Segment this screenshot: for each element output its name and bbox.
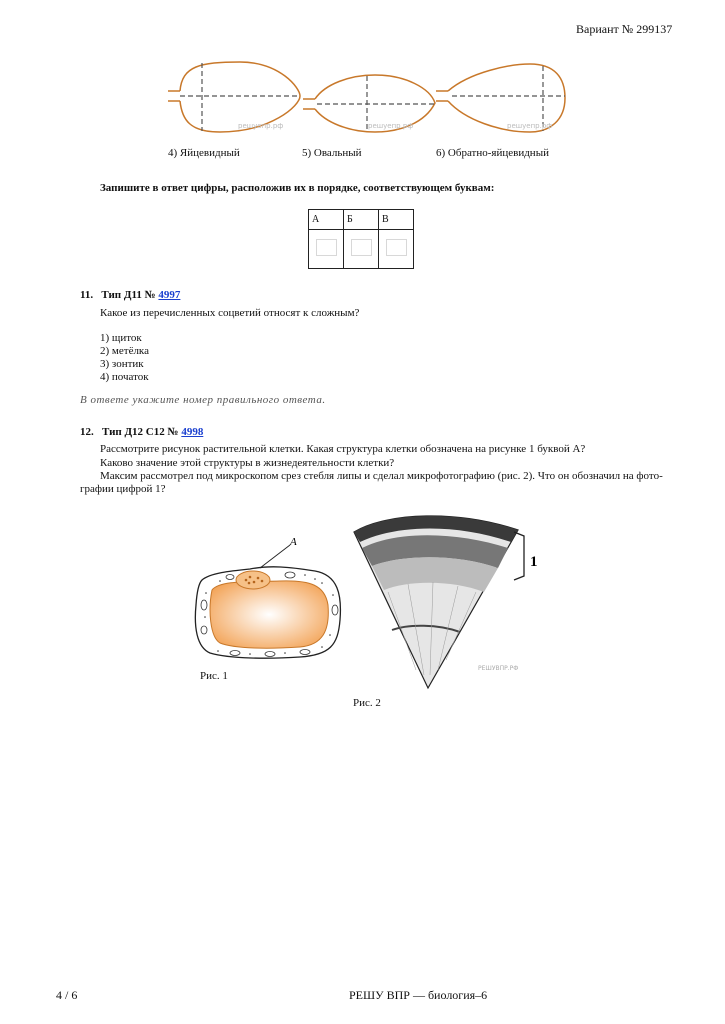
- question-12-line-3: Максим рассмотрел под микроскопом срез стебля липы и сделал микрофотографию (рис. 2). Что он обозначил на фото-: [100, 470, 663, 482]
- leaf-caption-obovate: 6) Обратно-яйцевидный: [436, 147, 549, 159]
- leaf-oval: [303, 75, 435, 132]
- plant-cell-figure: [190, 535, 350, 665]
- leaf-obovate: [436, 64, 565, 132]
- answer-cell-a: [309, 230, 344, 269]
- leaf-ovate: [168, 62, 300, 132]
- answer-instruction: Запишите в ответ цифры, расположив их в порядке, соответствующем буквам:: [100, 182, 495, 194]
- question-12-line-4: графии цифрой 1?: [80, 483, 166, 495]
- option-1: 1) щиток: [100, 332, 142, 344]
- question-12-line-2: Каково значение этой структуры в жизнедеятельности клетки?: [100, 457, 395, 469]
- question-12-line-1: Рассмотрите рисунок растительной клетки. Какая структура клетки обозначена на рисунке 1 буквой А?: [100, 443, 586, 455]
- leaf-shapes-figure: [160, 58, 580, 140]
- stem-section-figure: [348, 510, 538, 690]
- answer-input-v[interactable]: [386, 239, 407, 256]
- answer-input-b[interactable]: [351, 239, 372, 256]
- question-11-number: 11.: [80, 289, 94, 301]
- answer-header-a: А: [309, 210, 344, 230]
- answer-table: [308, 209, 414, 269]
- answer-input-a[interactable]: [316, 239, 337, 256]
- answer-cell-b: [344, 230, 379, 269]
- question-11-options: [100, 332, 149, 384]
- stem-watermark: РЕШУВПР.РФ: [478, 665, 519, 672]
- answer-header-b: Б: [344, 210, 379, 230]
- answer-header-v: В: [379, 210, 414, 230]
- svg-text:решуепр.рф: решуепр.рф: [238, 122, 284, 130]
- question-11-type: Тип Д11 №: [101, 289, 156, 301]
- question-12-number: 12.: [80, 426, 94, 438]
- question-11-header: [80, 289, 180, 301]
- leaf-caption-oval: 5) Овальный: [302, 147, 362, 159]
- question-12-header: [80, 426, 203, 438]
- leaf-caption-ovate: 4) Яйцевидный: [168, 147, 240, 159]
- footer-title: РЕШУ ВПР — биология–6: [349, 988, 488, 1002]
- question-11-hint: В ответе укажите номер правильного ответа.: [80, 394, 326, 406]
- cell-label-a: A: [290, 536, 297, 548]
- svg-text:решуепр.рф: решуепр.рф: [507, 122, 553, 130]
- figure-1-caption: Рис. 1: [200, 670, 228, 682]
- variant-number: Вариант № 299137: [576, 22, 673, 36]
- option-3: 3) зонтик: [100, 358, 144, 370]
- stem-label-1: 1: [530, 554, 538, 570]
- question-12-type: Тип Д12 С12 №: [102, 426, 179, 438]
- svg-text:решуепр.рф: решуепр.рф: [368, 122, 414, 130]
- answer-cell-v: [379, 230, 414, 269]
- question-11-text: Какое из перечисленных соцветий относят к сложным?: [100, 307, 360, 319]
- question-11-link[interactable]: 4997: [158, 289, 181, 301]
- question-12-link[interactable]: 4998: [181, 426, 204, 438]
- page-number: 4 / 6: [56, 988, 78, 1002]
- figure-2-caption: Рис. 2: [353, 697, 381, 709]
- option-4: 4) початок: [100, 371, 149, 383]
- option-2: 2) метёлка: [100, 345, 149, 357]
